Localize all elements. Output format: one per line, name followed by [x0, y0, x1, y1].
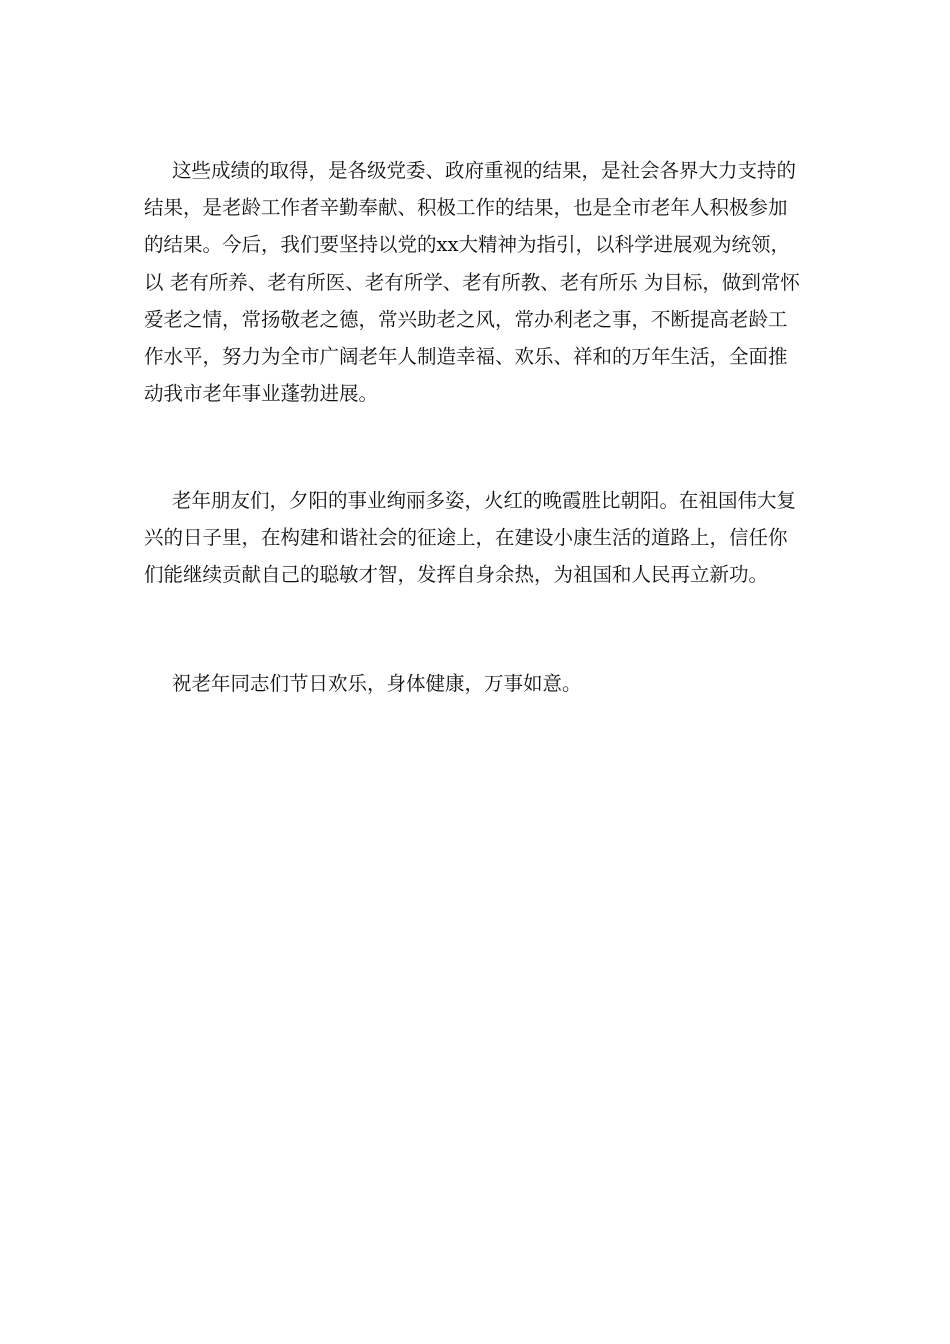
paragraph-elderly-friends: 老年朋友们，夕阳的事业绚丽多姿，火红的晚霞胜比朝阳。在祖国伟大复兴的日子里，在构建和谐社会的征途上，在建设小康生活的道路上，信任你们能继续贡献自己的聪敏才智，发挥自身余热，为祖国和人民再立新功。: [144, 489, 797, 587]
paragraph-achievements: 这些成绩的取得，是各级党委、政府重视的结果，是社会各界大力支持的结果，是老龄工作者辛勤奉献、积极工作的结果，也是全市老年人积极参加的结果。今后，我们要坚持以党的xx大精神为指引，以科学进展观为统领，以 老有所养、老有所医、老有所学、老有所教、老有所乐 为目标，做到常怀爱老之情，常扬敬老之德，常兴助老之风，常办利老之事，不断提高老龄工作水平，努力为全市广阔老年人制造幸福、欢乐、祥和的万年生活，全面推动我市老年事业蓬勃进展。: [144, 159, 800, 406]
paragraph-spacer: [144, 593, 806, 665]
paragraph-spacer: [144, 412, 806, 482]
paragraph-greeting: 祝老年同志们节日欢乐，身体健康，万事如意。: [172, 672, 582, 695]
document-body: [144, 152, 806, 705]
